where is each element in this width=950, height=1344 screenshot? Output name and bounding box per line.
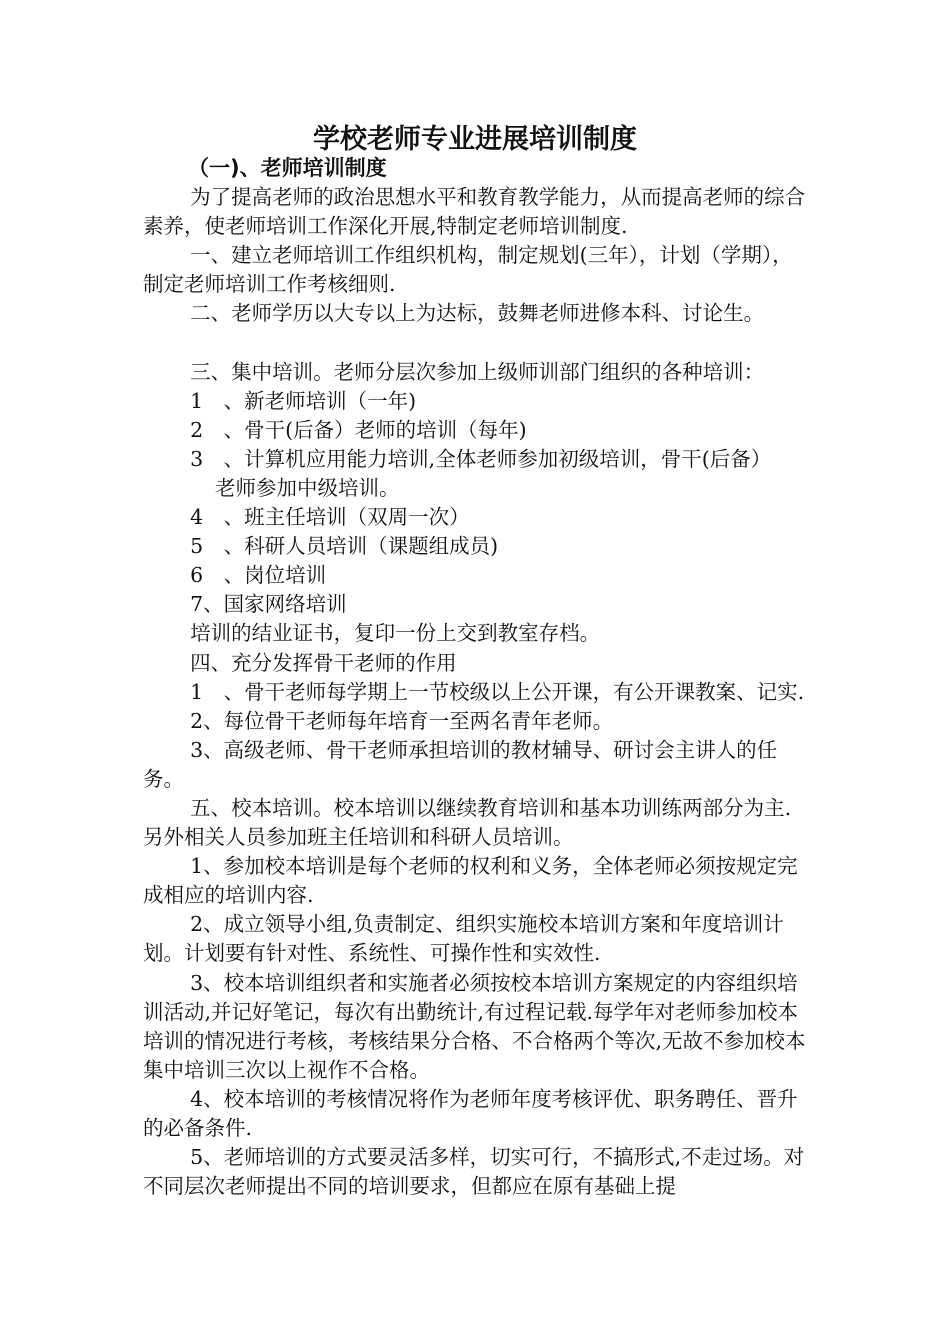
paragraph-intro: 为了提高老师的政治思想水平和教育教学能力，从而提高老师的综合素养，使老师培训工作深化开展,特制定老师培训制度.: [143, 185, 806, 239]
paragraph-3: 三、集中培训。老师分层次参加上级师训部门组织的各种培训：: [190, 359, 765, 384]
document-body: [143, 183, 811, 1201]
list-item: 5、老师培训的方式要灵活多样，切实可行，不搞形式,不走过场。对不同层次老师提出不同的培训要求，但都应在原有基础上提: [143, 1145, 805, 1199]
list-item: 7、国家网络培训: [190, 592, 347, 617]
paragraph-4: 四、充分发挥骨干老师的作用: [190, 650, 457, 675]
list-item-text: 3 、计算机应用能力培训,全体老师参加初级培训，骨干(后备）: [190, 446, 772, 471]
list-item: 3、校本培训组织者和实施者必须按校本培训方案规定的内容组织培训活动,并记好笔记，每次有出勤统计,有过程记载.每学年对老师参加校本培训的情况进行考核，考核结果分合格、不合格两个等次,无故不参加校本集中培训三次以上视作不合格。: [143, 970, 806, 1082]
list-item: 1 、新老师培训（一年): [190, 388, 417, 413]
list-item: [143, 445, 811, 503]
paragraph-5: 五、校本培训。校本培训以继续教育培训和基本功训练两部分为主.另外相关人员参加班主任培训和科研人员培训。: [143, 795, 792, 850]
document-title: 学校老师专业进展培训制度: [313, 124, 637, 155]
paragraph-2: 二、老师学历以大专以上为达标，鼓舞老师进修本科、讨论生。: [190, 301, 765, 326]
list-item: 4、校本培训的考核情况将作为老师年度考核评优、职务聘任、晋升的必备条件.: [143, 1086, 798, 1140]
list-item: 1 、骨干老师每学期上一节校级以上公开课，有公开课教案、记实.: [190, 679, 805, 704]
section-heading: （一)、老师培训制度: [188, 156, 387, 180]
list-item: 3、高级老师、骨干老师承担培训的教材辅导、研讨会主讲人的任务。: [143, 737, 778, 791]
paragraph-1: 一、建立老师培训工作组织机构，制定规划(三年），计划（学期），制定老师培训工作考核细则.: [143, 243, 793, 297]
list-item: 4 、班主任培训（双周一次）: [190, 505, 470, 530]
list-item: 2、成立领导小组,负责制定、组织实施校本培训方案和年度培训计划。计划要有针对性、系统性、可操作性和实效性.: [143, 912, 784, 966]
list-item: 2 、骨干(后备）老师的培训（每年): [190, 417, 527, 442]
paragraph-note: 培训的结业证书，复印一份上交到教室存档。: [190, 621, 601, 646]
blank-line: [143, 328, 811, 357]
list-item: 6 、岗位培训: [190, 563, 327, 588]
list-item-text: 老师参加中级培训。: [215, 475, 400, 500]
list-item: 2、每位骨干老师每年培育一至两名青年老师。: [190, 708, 614, 733]
list-item: 5 、科研人员培训（课题组成员): [190, 534, 499, 559]
list-item: 1、参加校本培训是每个老师的权利和义务，全体老师必须按规定完成相应的培训内容.: [143, 854, 798, 908]
